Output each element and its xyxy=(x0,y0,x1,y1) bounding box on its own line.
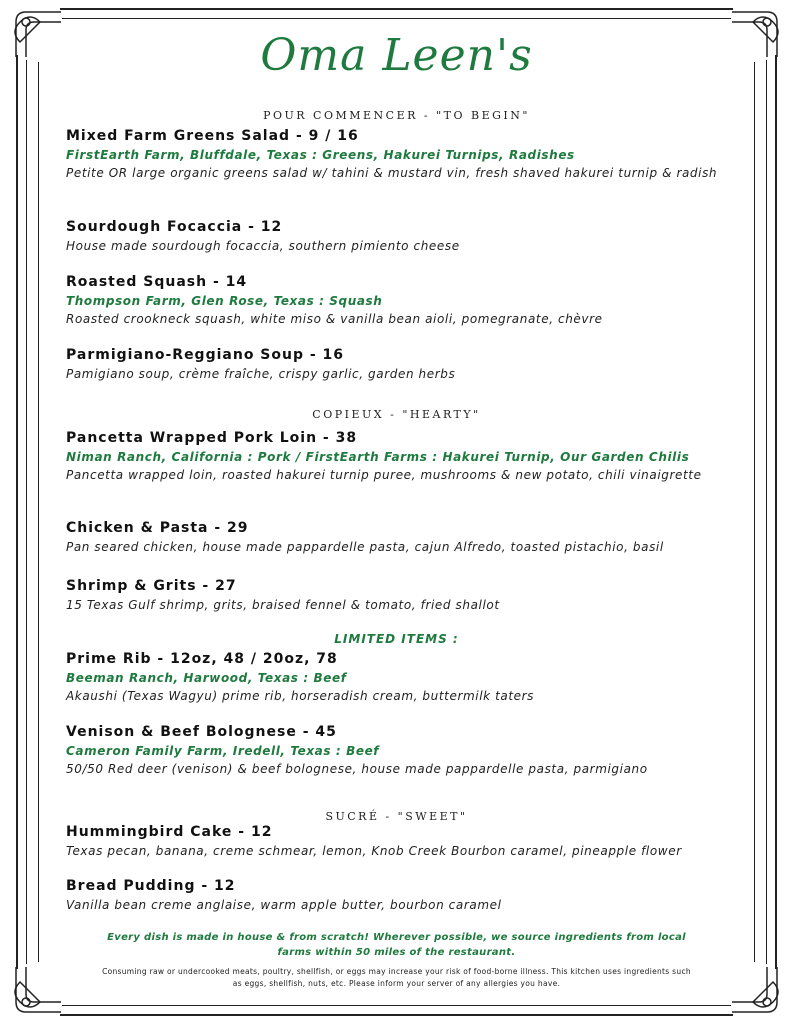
section-heading-hearty: COPIEUX - "HEARTY" xyxy=(312,408,481,421)
section-heading-sweet: SUCRÉ - "SWEET" xyxy=(325,810,468,823)
menu-item-bread-pudding xyxy=(66,877,746,914)
item-name: Venison & Beef Bolognese - 45 xyxy=(66,724,337,740)
item-description: Roasted crookneck squash, white miso & vanilla bean aioli, pomegranate, chèvre xyxy=(66,312,603,326)
frame-right-inner xyxy=(766,60,767,964)
item-description: Pamigiano soup, crème fraîche, crispy garlic, garden herbs xyxy=(66,367,456,381)
item-description: Pancetta wrapped loin, roasted hakurei turnip puree, mushrooms & new potato, chili vinaigrette xyxy=(66,468,702,482)
item-name: Roasted Squash - 14 xyxy=(66,274,248,290)
menu-item-prime-rib xyxy=(66,650,746,705)
item-name: Sourdough Focaccia - 12 xyxy=(66,219,283,235)
item-name: Parmigiano-Reggiano Soup - 16 xyxy=(66,347,345,363)
menu-item-focaccia xyxy=(66,218,746,255)
item-name: Mixed Farm Greens Salad - 9 / 16 xyxy=(66,128,359,144)
menu-item-mixed-greens xyxy=(66,127,746,182)
allergy-disclaimer: Consuming raw or undercooked meats, poultry, shellfish, or eggs may increase your risk of food-borne illness. This kitchen uses ingredients such as eggs, shellfish, nuts, etc. Please inform your server of any allergies you have. xyxy=(102,967,691,988)
item-description: 50/50 Red deer (venison) & beef bolognese, house made pappardelle pasta, parmigiano xyxy=(66,762,648,776)
item-name: Bread Pudding - 12 xyxy=(66,878,236,894)
item-source: Thompson Farm, Glen Rose, Texas : Squash xyxy=(66,294,383,308)
frame-bottom-inner xyxy=(62,1005,731,1006)
item-description: House made sourdough focaccia, southern pimiento cheese xyxy=(66,239,460,253)
item-name: Shrimp & Grits - 27 xyxy=(66,578,237,594)
menu-item-roasted-squash xyxy=(66,273,746,328)
item-name: Prime Rib - 12oz, 48 / 20oz, 78 xyxy=(66,651,338,667)
item-source: Niman Ranch, California : Pork / FirstEarth Farms : Hakurei Turnip, Our Garden Chilis xyxy=(66,450,690,464)
item-name: Chicken & Pasta - 29 xyxy=(66,520,249,536)
menu-item-chicken-pasta xyxy=(66,519,746,556)
sourcing-note: Every dish is made in house & from scratch! Wherever possible, we source ingredients from local farms within 50 miles of the restaurant. xyxy=(107,932,686,958)
item-source: Beeman Ranch, Harwood, Texas : Beef xyxy=(66,671,347,685)
menu-item-soup xyxy=(66,346,746,383)
frame-left-inner xyxy=(26,60,27,964)
item-name: Pancetta Wrapped Pork Loin - 38 xyxy=(66,430,358,446)
frame-top-outer xyxy=(60,8,733,10)
item-description: Vanilla bean creme anglaise, warm apple butter, bourbon caramel xyxy=(66,898,502,912)
menu-item-hummingbird-cake xyxy=(66,823,746,860)
corner-ornament-bottom-left xyxy=(6,962,66,1022)
menu-item-pork-loin xyxy=(66,429,746,484)
frame-bottom-outer xyxy=(60,1014,733,1016)
frame-right-outer xyxy=(775,55,777,969)
item-source: Cameron Family Farm, Iredell, Texas : Beef xyxy=(66,744,380,758)
frame-right-inner2 xyxy=(754,62,755,962)
limited-items-heading: LIMITED ITEMS : xyxy=(334,632,459,646)
item-source: FirstEarth Farm, Bluffdale, Texas : Greens, Hakurei Turnips, Radishes xyxy=(66,148,575,162)
restaurant-title: Oma Leen's xyxy=(260,30,533,81)
frame-left-outer xyxy=(16,55,18,969)
menu-item-shrimp-grits xyxy=(66,577,746,614)
menu-item-bolognese xyxy=(66,723,746,778)
frame-top-inner xyxy=(62,18,731,19)
item-description: Akaushi (Texas Wagyu) prime rib, horseradish cream, buttermilk taters xyxy=(66,689,535,703)
item-description: Petite OR large organic greens salad w/ tahini & mustard vin, fresh shaved hakurei turnip & radish xyxy=(66,166,718,180)
item-name: Hummingbird Cake - 12 xyxy=(66,824,273,840)
corner-ornament-bottom-right xyxy=(727,962,787,1022)
item-description: Pan seared chicken, house made pappardelle pasta, cajun Alfredo, toasted pistachio, basil xyxy=(66,540,664,554)
frame-left-inner2 xyxy=(38,62,39,962)
section-heading-begin: POUR COMMENCER - "TO BEGIN" xyxy=(263,109,530,122)
item-description: Texas pecan, banana, creme schmear, lemon, Knob Creek Bourbon caramel, pineapple flower xyxy=(66,844,682,858)
item-description: 15 Texas Gulf shrimp, grits, braised fennel & tomato, fried shallot xyxy=(66,598,500,612)
